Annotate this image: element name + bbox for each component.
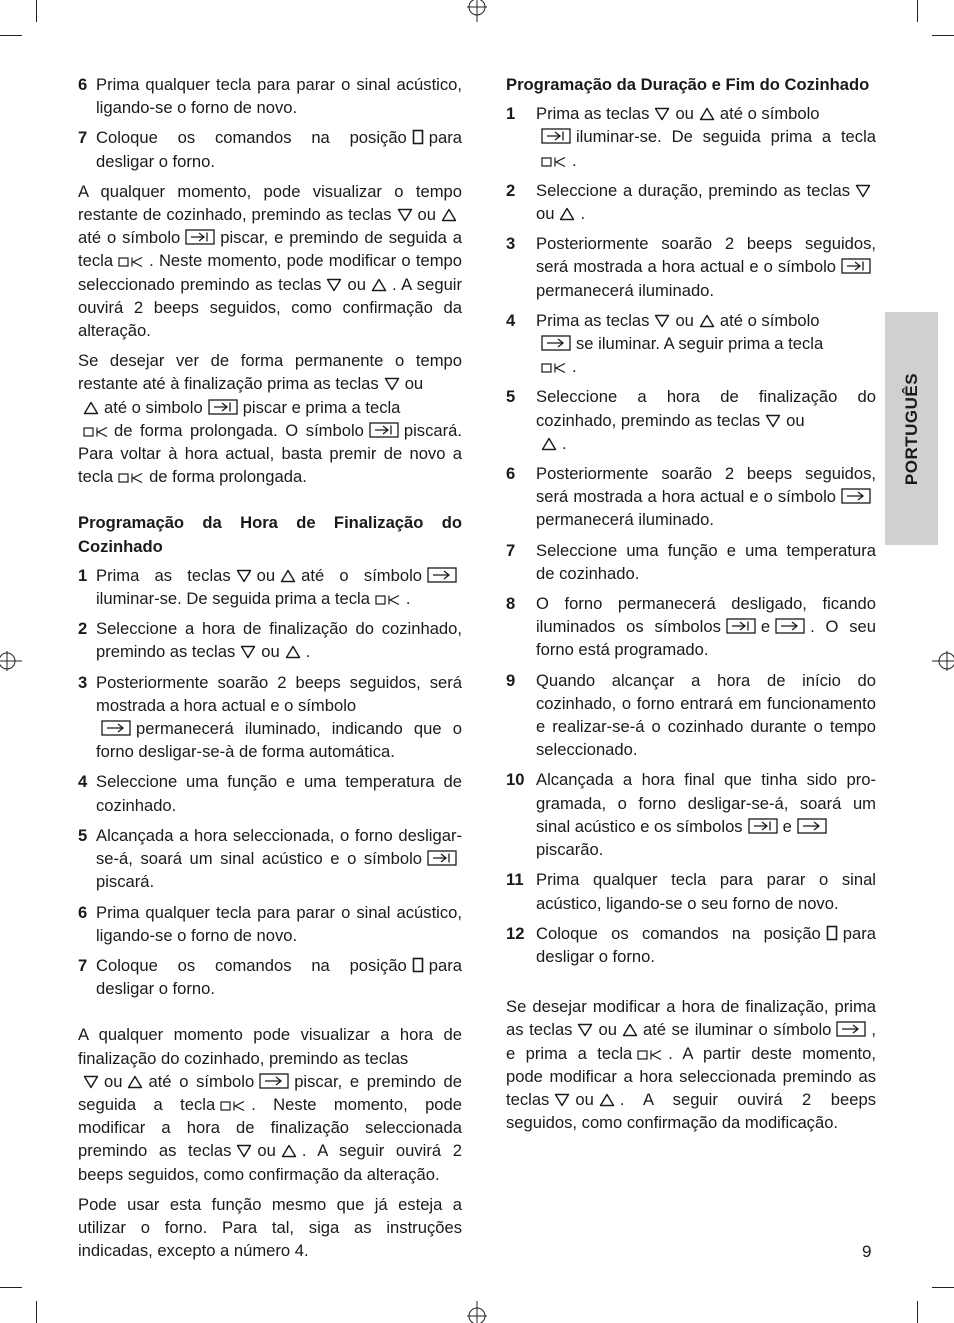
list-item (78, 617, 462, 663)
off-position-icon (412, 129, 424, 145)
step-text: Prima qualquer tecla para parar o sinal acústico, ligando-se o seu forno de novo. (536, 870, 876, 913)
step-number: 11 (506, 870, 524, 890)
step-number: 2 (506, 180, 516, 200)
arrow-down-key-icon (384, 377, 400, 391)
step-text: Seleccione uma função e uma temperatura de cozinhado. (96, 772, 462, 815)
duration-icon (541, 128, 571, 144)
list-item (78, 126, 462, 172)
list-item (78, 564, 462, 610)
end-time-icon (541, 335, 571, 351)
list-item (506, 385, 876, 455)
ok-key-icon (637, 1049, 663, 1061)
step-text: O forno permanecerá desligado, ficando iluminados os símbolos e . O seu forno está programado. (536, 594, 876, 660)
list-item (506, 539, 876, 585)
ok-key-icon (220, 1100, 246, 1112)
arrow-up-key-icon (83, 401, 99, 415)
ok-key-icon (541, 156, 567, 168)
ok-key-icon (118, 472, 144, 484)
step-text: Alcançada a hora final que tinha sido programada, o forno desligar-se-á, soará um sinal acústico e os símbolos e piscarão. (536, 770, 876, 860)
step-text: Prima as teclas ou até o símbolo se iluminar. A seguir prima a tecla . (536, 310, 824, 377)
arrow-up-key-icon (281, 1144, 297, 1158)
list-item (506, 179, 876, 225)
paragraph: Se desejar ver de forma permanente o tempo restante até à finalização prima as teclas ou até o simbolo piscar e prima a tecla de forma prolongada. O símbolo piscará. Para voltar à hora actual, basta premir de novo a tecla de forma prolongada. (78, 351, 462, 487)
list-item (506, 768, 876, 861)
step-number: 2 (78, 619, 88, 639)
arrow-down-key-icon (326, 278, 342, 292)
duration-icon (748, 818, 778, 834)
paragraph: Se desejar modificar a hora de finalização, prima as teclas ou até se iluminar o símbolo , e prima a tecla . A partir deste momento, pode modificar a hora seleccionada premindo as teclas ou . A seguir ouvirá 2 beeps seguidos, como confirmação da modificação. (506, 997, 877, 1133)
step-text: Coloque os comandos na posição para desligar o forno. (96, 128, 462, 171)
registration-mark-icon (465, 0, 489, 22)
end-time-icon (775, 618, 805, 634)
arrow-up-key-icon (541, 437, 557, 451)
arrow-down-key-icon (236, 1144, 252, 1158)
paragraph: A qualquer momento, pode visualizar o tempo restante de cozinhado, premindo as teclas ou até o símbolo piscar, e premindo de seguida a tecla . Neste momento, pode modificar o tempo seleccionado premindo as teclas ou . A seguir ouvirá 2 beeps seguidos, como confirmação da alteração. (78, 181, 463, 341)
left-column (78, 73, 462, 1269)
step-number: 9 (506, 670, 516, 690)
arrow-up-key-icon (441, 208, 457, 222)
arrow-down-key-icon (397, 208, 413, 222)
section-heading: Programação da Hora de Finalização do Cozinhado (78, 513, 462, 556)
step-text: Seleccione a hora de finalização do cozinhado, premindo as teclas ou . (96, 619, 462, 662)
ok-key-icon (118, 256, 144, 268)
arrow-down-key-icon (855, 184, 871, 198)
list-item (78, 954, 462, 1000)
registration-mark-icon (932, 649, 954, 673)
arrow-up-key-icon (622, 1023, 638, 1037)
paragraph: Pode usar esta função mesmo que já esteja a utilizar o forno. Para tal, siga as instruções indicadas, excepto a número 4. (78, 1194, 462, 1261)
end-time-icon (427, 567, 457, 583)
step-number: 3 (78, 672, 88, 692)
duration-icon (185, 229, 215, 245)
step-number: 6 (506, 464, 516, 484)
list-item (506, 102, 876, 172)
arrow-down-key-icon (240, 645, 256, 659)
arrow-up-key-icon (699, 314, 715, 328)
step-number: 5 (506, 387, 516, 407)
list-item (506, 669, 876, 762)
list-item (78, 824, 462, 894)
end-time-icon (101, 720, 131, 736)
section-heading: Programação da Duração e Fim do Cozinhado (506, 75, 870, 94)
duration-icon (427, 850, 457, 866)
end-time-icon (797, 818, 827, 834)
step-number: 1 (506, 104, 516, 124)
arrow-up-key-icon (371, 278, 387, 292)
list-item (506, 922, 876, 968)
list-item (506, 309, 876, 379)
list-item (506, 232, 876, 302)
duration-icon (369, 422, 399, 438)
arrow-down-key-icon (654, 107, 670, 121)
step-number: 4 (78, 772, 88, 792)
step-number: 1 (78, 565, 88, 585)
arrow-down-key-icon (577, 1023, 593, 1037)
list-item (78, 770, 462, 816)
page-number: 9 (862, 1242, 872, 1261)
step-number: 8 (506, 594, 516, 614)
step-number: 6 (78, 902, 88, 922)
step-number: 3 (506, 234, 516, 254)
arrow-down-key-icon (83, 1075, 99, 1089)
arrow-up-key-icon (699, 107, 715, 121)
off-position-icon (412, 957, 424, 973)
end-time-icon (841, 488, 871, 504)
step-number: 7 (78, 128, 88, 148)
list-item (506, 462, 876, 532)
off-position-icon (826, 925, 838, 941)
step-number: 6 (78, 75, 88, 94)
end-time-icon (259, 1073, 289, 1089)
list-item (78, 671, 462, 764)
duration-icon (208, 399, 238, 415)
step-text: Prima qualquer tecla para parar o sinal acústico, ligando-se o forno de novo. (96, 902, 462, 945)
step-text: Posteriormente soarão 2 beeps seguidos, será mostrada a hora actual e o símbolo permanecerá iluminado. (536, 464, 876, 530)
list-item (78, 901, 462, 947)
ok-key-icon (541, 362, 567, 374)
list-item (506, 592, 876, 662)
arrow-up-key-icon (599, 1093, 615, 1107)
arrow-up-key-icon (559, 207, 575, 221)
arrow-down-key-icon (236, 569, 252, 583)
step-text: Prima as teclas ou até o símbolo iluminar-se. De seguida prima a tecla . (96, 564, 462, 610)
paragraph: A qualquer momento pode visualizar a hora de finalização do cozinhado, premindo as teclas ou até o símbolo piscar, e premindo de seguida a tecla . Neste momento, pode modificar a hora de finalização seleccionada premindo as teclas ou . A seguir ouvirá 2 beeps seguidos, como confirmação da alteração. (78, 1025, 463, 1184)
step-number: 4 (506, 310, 516, 330)
step-number: 10 (506, 770, 525, 790)
step-text: Coloque os comandos na posição para desligar o forno. (96, 955, 462, 999)
language-label: PORTUGUÊS (901, 372, 921, 485)
registration-mark-icon (0, 649, 22, 673)
step-text: Prima as teclas ou até o símbolo iluminar-se. De seguida prima a tecla . (536, 104, 876, 170)
list-item (506, 868, 876, 914)
end-time-icon (836, 1021, 866, 1037)
step-text: Seleccione uma função e uma temperatura de cozinhado. (536, 540, 876, 583)
step-number: 7 (506, 540, 516, 560)
ok-key-icon (375, 594, 401, 606)
step-text: Coloque os comandos na posição para desligar o forno. (536, 923, 876, 966)
step-text: Posteriormente soarão 2 beeps seguidos, será mostrada a hora actual e o símbolo permanecerá iluminado. (536, 234, 876, 300)
step-text: Quando alcançar a hora de início do cozinhado, o forno entrará em funcionamento e realizar-se-á o cozinhado durante o tempo seleccionado. (536, 670, 876, 760)
duration-icon (726, 618, 756, 634)
registration-mark-icon (465, 1301, 489, 1323)
step-number: 7 (78, 955, 88, 975)
arrow-up-key-icon (285, 645, 301, 659)
duration-icon (841, 258, 871, 274)
step-text: Seleccione a duração, premindo as teclas ou . (536, 179, 876, 225)
step-number: 5 (78, 825, 88, 845)
step-text: Posteriormente soarão 2 beeps seguidos, será mostrada a hora actual e o símbolo permanecerá iluminado, indicando que o forno desligar-se-à de forma automática. (96, 672, 462, 762)
ok-key-icon (83, 426, 109, 438)
list-item (78, 73, 462, 119)
step-text: Prima qualquer tecla para parar o sinal acústico, ligando-se o forno de novo. (96, 75, 462, 118)
arrow-down-key-icon (654, 314, 670, 328)
arrow-down-key-icon (765, 414, 781, 428)
arrow-down-key-icon (554, 1093, 570, 1107)
step-text: Alcançada a hora seleccionada, o forno desligar-se-á, soará um sinal acústico e o símbolo piscará. (96, 825, 462, 892)
right-column (506, 73, 876, 1141)
language-tab (885, 312, 938, 545)
step-number: 12 (506, 923, 525, 943)
step-text: Seleccione a hora de finalização do cozinhado, premindo as teclas ou . (536, 387, 876, 453)
arrow-up-key-icon (127, 1075, 143, 1089)
arrow-up-key-icon (280, 569, 296, 583)
